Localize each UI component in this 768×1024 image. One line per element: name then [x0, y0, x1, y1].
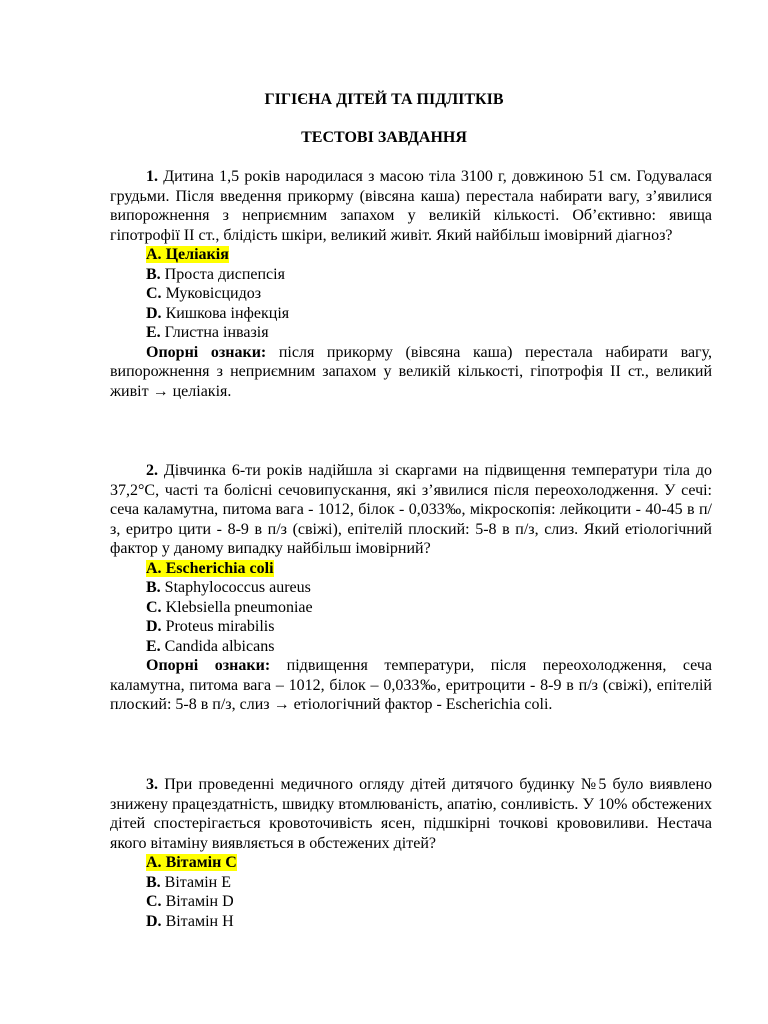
option-letter: C. — [146, 598, 162, 616]
question-2 — [110, 461, 712, 715]
option-a-correct — [110, 245, 712, 265]
key-signs — [110, 343, 712, 402]
option-letter: D. — [146, 912, 162, 930]
option-letter: E. — [146, 324, 161, 341]
option-b — [110, 265, 712, 285]
option-b — [110, 578, 712, 598]
option-letter: D. — [146, 618, 162, 635]
option-text: Klebsiella pneumoniae — [165, 598, 313, 616]
question-number: 3. — [146, 776, 158, 793]
option-letter: A. — [146, 854, 162, 871]
question-3 — [110, 775, 712, 931]
option-c — [110, 598, 712, 618]
option-text: Вітамін Е — [164, 873, 231, 891]
option-d — [110, 304, 712, 324]
option-c — [110, 892, 712, 912]
option-text: Вітамін С — [165, 854, 237, 871]
option-letter: E. — [146, 637, 161, 655]
option-text: Проста диспепсія — [164, 265, 285, 283]
option-text: Escherichia coli — [165, 559, 274, 577]
question-text: 3. При проведенні медичного огляду дітей дитячого будинку №5 було виявлено знижену працездатність, швидку втомлюваність, апатію, сонливість. У 10% обстежених дітей спостерігається кровоточивість ясен, підшкірні точкові крововиливи. Нестача якого вітаміну виявляється в обстежених дітей? — [110, 776, 713, 852]
question-number: 1. — [146, 168, 158, 185]
option-text: Кишкова інфекція — [165, 304, 290, 322]
option-d — [110, 617, 712, 637]
option-e — [110, 323, 712, 343]
option-text: Staphylococcus aureus — [164, 579, 311, 596]
key-label: Опорні ознаки: — [146, 657, 271, 674]
key-text: підвищення температури, після переохолодження, сеча каламутна, питома вага – 1012, білок – 0,033‰, еритроцити - 8-9 в п/з (свіжі), епітелій плоский: 5-8 в п/з, слиз → етіологічний фактор - Escherichia coli. — [110, 657, 713, 713]
document-subtitle: ТЕСТОВІ ЗАВДАННЯ — [301, 129, 467, 146]
option-letter: B. — [146, 579, 161, 596]
option-text: Proteus mirabilis — [165, 618, 275, 635]
key-signs — [110, 656, 712, 715]
option-letter: B. — [146, 873, 161, 891]
option-letter: B. — [146, 265, 161, 283]
option-d — [110, 912, 712, 932]
option-letter: C. — [146, 285, 162, 302]
question-1 — [110, 167, 712, 401]
option-a-correct — [110, 853, 712, 873]
document-title: ГІГІЄНА ДІТЕЙ ТА ПІДЛІТКІВ — [264, 91, 504, 108]
option-e — [110, 637, 712, 657]
option-text: Вітамін D — [165, 893, 234, 910]
key-label: Опорні ознаки: — [146, 343, 267, 361]
option-text: Вітамін Н — [165, 912, 234, 930]
option-text: Candida albicans — [164, 637, 275, 655]
option-letter: C. — [146, 893, 162, 910]
question-text: 1. Дитина 1,5 років народилася з масою тіла 3100 г, довжиною 51 см. Годувалася грудьми. Після введення прикорму (вівсяна каша) перестала набирати вагу, з’явилися випорожнення з неприємним запахом у великій кількості. Об’єктивно: явища гіпотрофії ІІ ст., блідість шкіри, великий живіт. Який найбільш імовірний діагноз? — [110, 168, 712, 244]
option-text: Глистна інвазія — [164, 324, 269, 341]
question-text: 2. Дівчинка 6-ти років надійшла зі скаргами на підвищення температури тіла до 37,2°С, часті та болісні сечовипускання, які з’явилися після переохолодження. У сечі: сеча каламутна, питома вага - 1012, білок - 0,033‰, мікроскопія: лейкоцити - 40-45 в п/з, еритро цити - 8-9 в п/з (свіжі), епітелій плоский: 5-8 в п/з, слиз. Який етіологічний фактор у даному випадку найбільш імовірний? — [110, 462, 713, 557]
option-text: Муковісцидоз — [165, 285, 262, 302]
option-letter: A. — [146, 246, 162, 263]
option-letter: D. — [146, 304, 162, 322]
question-number: 2. — [146, 462, 158, 479]
option-a-correct — [110, 559, 712, 579]
option-letter: A. — [146, 559, 162, 577]
option-text: Целіакія — [165, 246, 229, 263]
key-text: після прикорму (вівсяна каша) перестала набирати вагу, випорожнення з неприємним запахом у великій кількості, гіпотрофія ІІ ст., великий живіт → целіакія. — [110, 343, 713, 400]
option-b — [110, 873, 712, 893]
option-c — [110, 284, 712, 304]
